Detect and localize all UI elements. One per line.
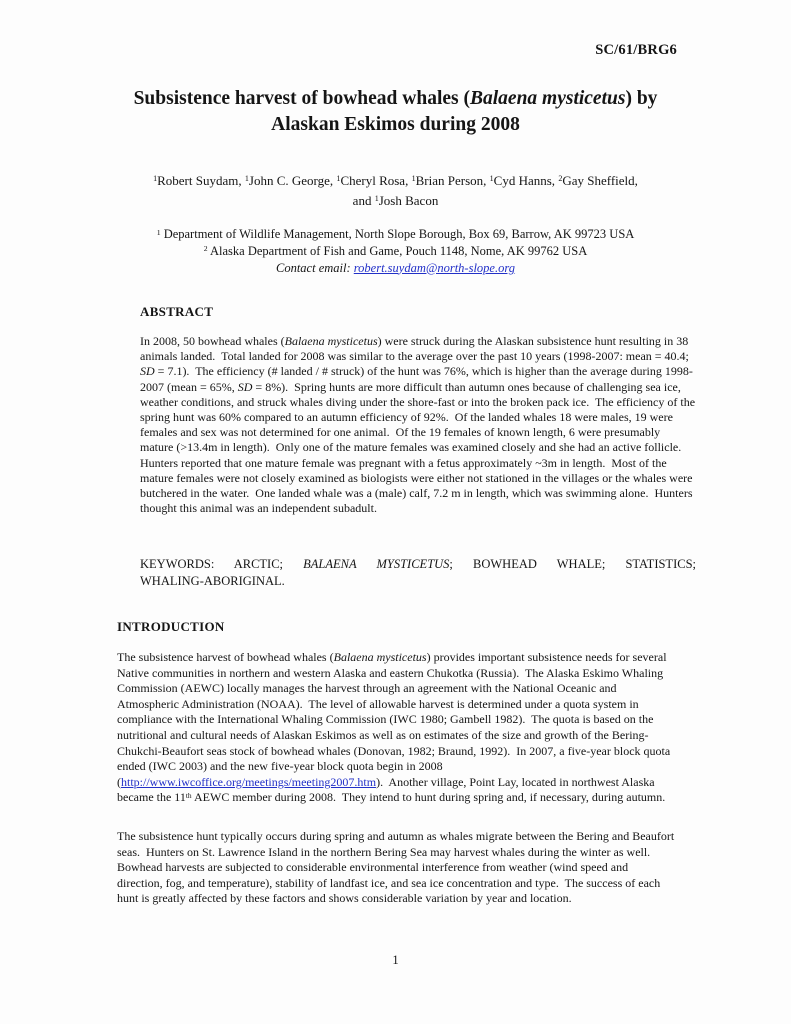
introduction-heading: INTRODUCTION xyxy=(117,619,225,634)
intro-paragraph-2: The subsistence hunt typically occurs during spring and autumn as whales migrate between the Bering and Beaufort seas. Hunters on St. Lawrence Island in the northern Bering Sea may harvest whales during the winter as well. Bowhead harvests are subjected to considerable environmental interference from weather (wind speed and direction, fog, and temperature), stability of landfast ice, and sea ice concentration and type. The success of each hunt is greatly affected by these factors and shows considerable variation by year and location. xyxy=(117,829,678,906)
abstract-heading: ABSTRACT xyxy=(140,304,214,319)
contact-email-link[interactable]: robert.suydam@north-slope.org xyxy=(353,260,516,275)
meeting-2007-url-link[interactable]: http://www.iwcoffice.org/meetings/meeting2007.htm xyxy=(121,774,377,789)
page-number: 1 xyxy=(392,953,399,967)
paper-title: Subsistence harvest of bowhead whales (Balaena mysticetus) by Alaskan Eskimos during 2008 xyxy=(133,88,658,135)
document-reference: SC/61/BRG6 xyxy=(595,42,677,58)
intro-paragraph-1: The subsistence harvest of bowhead whales (Balaena mysticetus) provides important subsistence needs for several Native communities in northern and western Alaska and eastern Chukotka (Russia). The Alaska Eskimo Whaling Commission (AEWC) locally manages the harvest through an agreement with the National Oceanic and Atmospheric Administration (NOAA). The level of allowable harvest is determined under a quota system in compliance with the International Whaling Commission (IWC 1980; Gambell 1982). The quota is based on the nutritional and cultural needs of Alaskan Eskimos as well as on estimates of the size and growth of the Bering-Chukchi-Beaufort seas stock of bowhead whales (Donovan, 1982; Braund, 1992). In 2007, a five-year block quota ended (IWC 2003) and the new five-year block quota begin in 2008 (http://www.iwcoffice.org/meetings/meeting2007.htm). Another village, Point Lay, located in northwest Alaska became the 11th AEWC member during 2008. They intend to hunt during spring and, if necessary, during autumn. xyxy=(117,650,674,805)
contact-email-line: Contact email: robert.suydam@north-slope.org xyxy=(275,260,516,275)
affiliations-block xyxy=(60,226,731,276)
affiliation-2: $^2$ Alaska Department of Fish and Game, Pouch 1148, Nome, AK 99762 USA xyxy=(203,243,588,258)
keywords-line: KEYWORDS: ARCTIC; BALAENA MYSTICETUS; BOWHEAD WHALE; STATISTICS; WHALING-ABORIGINAL. xyxy=(140,557,696,588)
affiliation-1: $^1$ Department of Wildlife Management, North Slope Borough, Box 69, Barrow, AK 99723 USA xyxy=(156,227,635,241)
authors-line: $^1$Robert Suydam, $^1$John C. George, $^1$Cheryl Rosa, $^1$Brian Person, $^1$Cyd Hanns, $^2$Gay Sheffield, and $^1$Josh Bacon xyxy=(153,173,638,208)
abstract-body: In 2008, 50 bowhead whales (Balaena mysticetus) were struck during the Alaskan subsistence hunt resulting in 38 animals landed. Total landed for 2008 was similar to the average over the past 10 years (1998-2007: mean = 40.4; SD = 7.1). The efficiency (# landed / # struck) of the hunt was 76%, which is higher than the average during 1998-2007 (mean = 65%, SD = 8%). Spring hunts are more difficult than autumn ones because of challenging sea ice, weather conditions, and struck whales diving under the shore-fast or into the broken pack ice. The efficiency of the spring hunt was 60% compared to an autumn efficiency of 92%. Of the landed whales 18 were males, 19 were females and sex was not determined for one animal. Of the 19 females of known length, 6 were presumably mature (>13.4m in length). Only one of the mature females was examined closely and she had an active follicle. Hunters reported that one mature female was pregnant with a fetus approximately ~3m in length. Most of the mature females were not closely examined as biologists were either not stationed in the villages or the whales were butchered in the water. One landed whale was a (male) calf, 7.2 m in length, which was swimming alone. Hunters thought this animal was an independent subadult. xyxy=(140,334,699,516)
